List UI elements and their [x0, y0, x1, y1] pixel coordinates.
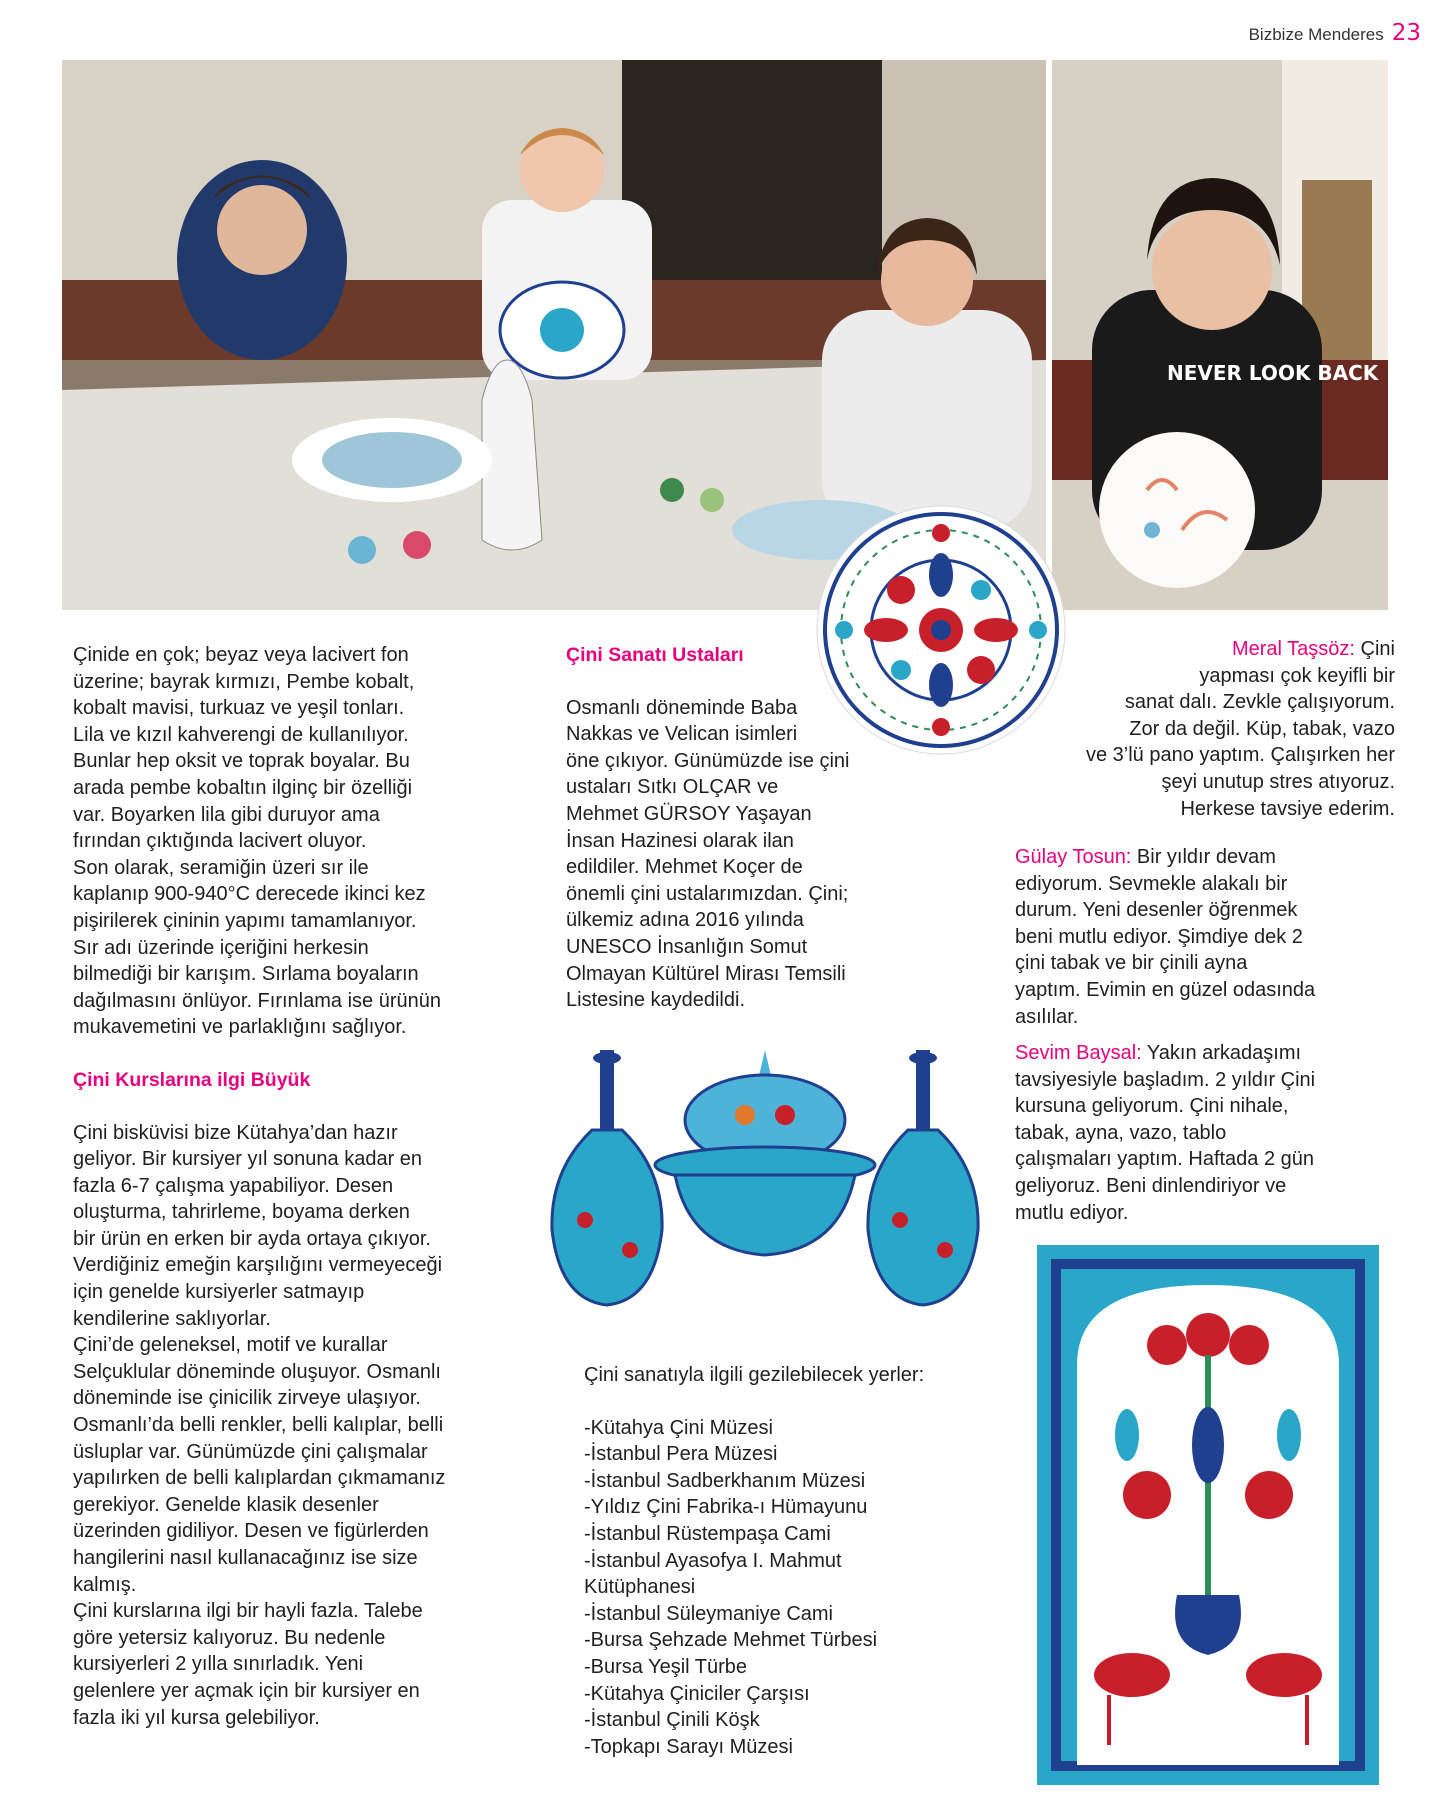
section-heading-masters: Çini Sanatı Ustaları: [566, 644, 744, 666]
text-line: fazla iki yıl kursa gelebiliyor.: [73, 1706, 320, 1729]
places-intro: Çini sanatıyla ilgili gezilebilecek yerler:: [584, 1364, 925, 1386]
text-line: fırından çıktığında lacivert oluyor.: [73, 830, 367, 853]
text-line: yaptım. Evimin en güzel odasında: [1015, 978, 1316, 1001]
list-item: -İstanbul Süleymaniye Cami: [584, 1602, 833, 1625]
text-line: Lila ve kızıl kahverengi de kullanılıyor.: [73, 723, 409, 746]
text-line: döneminde ise çinicilik zirveye ulaşıyor.: [73, 1387, 421, 1410]
list-item: -Bursa Yeşil Türbe: [584, 1655, 748, 1678]
text-line: şeyi unutup stres atıyoruz.: [1161, 770, 1395, 793]
text-line: Mehmet GÜRSOY Yaşayan: [566, 802, 812, 825]
text-line: gerekiyor. Genelde klasik desenler: [73, 1493, 379, 1516]
paragraph-courses: [73, 1120, 533, 1732]
quote-sevim: [1015, 1040, 1395, 1226]
text-line: ülkemiz adına 2016 yılında: [566, 909, 804, 932]
text-line: yapılırken de belli kalıplardan çıkmamanız: [73, 1467, 446, 1490]
text-line: Listesine kaydedildi.: [566, 989, 745, 1012]
list-item: -İstanbul Pera Müzesi: [584, 1443, 778, 1466]
text-line: Herkese tavsiye ederim.: [1180, 797, 1395, 820]
column-1: [73, 642, 533, 1731]
text-line: mukavemetini ve parlaklığını sağlıyor.: [73, 1016, 407, 1039]
quote-author: Gülay Tosun:: [1015, 846, 1132, 868]
text-line: Olmayan Kültürel Mirası Temsili: [566, 962, 846, 985]
text-line: üzerine; bayrak kırmızı, Pembe kobalt,: [73, 670, 415, 693]
text-line: Osmanlı’da belli renkler, belli kalıplar, belli: [73, 1414, 444, 1437]
text-line: Çini: [1354, 638, 1395, 660]
section-heading-courses: Çini Kurslarına ilgi Büyük: [73, 1068, 311, 1091]
text-line: İnsan Hazinesi olarak ilan: [566, 829, 794, 852]
text-line: üzerinden gidiliyor. Desen ve figürlerden: [73, 1520, 429, 1543]
text-line: mutlu ediyor.: [1015, 1201, 1129, 1224]
text-line: edildiler. Mehmet Koçer de: [566, 856, 803, 879]
column-2: [566, 642, 866, 1014]
text-line: ustaları Sıtkı OLÇAR ve: [566, 776, 779, 799]
list-item: -Topkapı Sarayı Müzesi: [584, 1735, 793, 1758]
text-line: kursuna geliyorum. Çini nihale,: [1015, 1095, 1289, 1118]
text-line: hangilerini nasıl kullanacağınız ise size: [73, 1547, 418, 1569]
list-item: -İstanbul Ayasofya I. Mahmut: [584, 1549, 842, 1572]
text-line: tabak, ayna, vazo, tablo: [1015, 1121, 1227, 1144]
text-line: çalışmaları yaptım. Haftada 2 gün: [1015, 1148, 1315, 1171]
text-line: Bir yıldır devam: [1131, 846, 1276, 868]
quote-author: Sevim Baysal:: [1015, 1042, 1142, 1064]
text-line: için genelde kursiyerler satmayıp: [73, 1281, 365, 1304]
text-line: var. Boyarken lila gibi duruyor ama: [73, 803, 380, 826]
text-line: kaplanıp 900-940°C derecede ikinci kez: [73, 883, 426, 906]
text-line: geliyor. Bir kursiyer yıl sonuna kadar en: [73, 1148, 423, 1171]
text-line: Selçuklular döneminde oluşuyor. Osmanlı: [73, 1360, 441, 1383]
quote-gulay: [1015, 844, 1395, 1030]
quote-author: Meral Taşsöz:: [1231, 638, 1355, 660]
text-line: Çini kurslarına ilgi bir hayli fazla. Talebe: [73, 1600, 423, 1623]
text-line: Çini bisküvisi bize Kütahya’dan hazır: [73, 1121, 398, 1144]
tile-panel-photo: [1037, 1245, 1379, 1785]
text-line: Osmanlı döneminde Baba: [566, 696, 798, 719]
text-line: dağılmasını önlüyor. Fırınlama ise ürünün: [73, 989, 441, 1012]
text-line: çini tabak ve bir çinili ayna: [1015, 952, 1248, 975]
text-line: Sır adı üzerinde içeriğini herkesin: [73, 936, 369, 959]
text-line: fazla 6-7 çalışma yapabiliyor. Desen: [73, 1174, 394, 1197]
page-number: 23: [1391, 20, 1421, 46]
text-line: Çinide en çok; beyaz veya lacivert fon: [73, 644, 409, 666]
text-line: gelenlere yer açmak için bir kursiyer en: [73, 1679, 420, 1702]
list-item: -Yıldız Çini Fabrika-ı Hümayunu: [584, 1496, 868, 1519]
list-item: Kütüphanesi: [584, 1576, 696, 1599]
text-line: sanat dalı. Zevkle çalışıyorum.: [1124, 691, 1395, 714]
magazine-name: Bizbize Menderes: [1248, 25, 1384, 44]
text-line: pişirilerek çininin yapımı tamamlanıyor.: [73, 909, 417, 932]
text-line: yapması çok keyifli bir: [1199, 664, 1395, 687]
list-item: -İstanbul Rüstempaşa Cami: [584, 1522, 831, 1545]
text-line: ediyorum. Sevmekle alakalı bir: [1015, 872, 1288, 895]
text-line: asılılar.: [1015, 1005, 1079, 1028]
vases-and-bowl-photo: [540, 1050, 990, 1315]
page-header: [1249, 20, 1421, 46]
text-line: Nakkas ve Velican isimleri: [566, 723, 798, 746]
places-to-visit: [584, 1362, 1004, 1760]
paragraph-masters: [566, 695, 866, 1014]
list-item: -Kütahya Çini Müzesi: [584, 1416, 773, 1439]
text-line: tavsiyesiyle başladım. 2 yıldır Çini: [1015, 1068, 1316, 1091]
tshirt-text: NEVER LOOK BACK: [1167, 361, 1379, 385]
text-line: Verdiğiniz emeğin karşılığını vermeyeceği: [73, 1254, 443, 1277]
text-line: bir ürün en erken bir ayda ortaya çıkıyor.: [73, 1227, 431, 1250]
text-line: beni mutlu ediyor. Şimdiye dek 2: [1015, 925, 1303, 948]
quote-meral: [1015, 636, 1395, 822]
text-line: kalmış.: [73, 1573, 137, 1596]
list-item: -İstanbul Sadberkhanım Müzesi: [584, 1469, 866, 1492]
list-item: -İstanbul Çinili Köşk: [584, 1709, 760, 1732]
text-line: bilmediği bir karışım. Sırlama boyaların: [73, 963, 419, 986]
text-line: Yakın arkadaşımı: [1141, 1042, 1302, 1064]
text-line: durum. Yeni desenler öğrenmek: [1015, 899, 1298, 922]
text-line: kendilerine saklıyorlar.: [73, 1307, 271, 1330]
text-line: Bunlar hep oksit ve toprak boyalar. Bu: [73, 750, 410, 773]
text-line: geliyoruz. Beni dinlendiriyor ve: [1015, 1174, 1287, 1197]
text-line: kursiyerleri 2 yılla sınırladık. Yeni: [73, 1653, 364, 1676]
student-vase-photo: [1052, 60, 1388, 610]
text-line: kobalt mavisi, turkuaz ve yeşil tonları.: [73, 697, 405, 720]
text-line: oluşturma, tahrirleme, boyama derken: [73, 1201, 410, 1224]
text-line: göre yetersiz kalıyoruz. Bu nedenle: [73, 1626, 386, 1649]
text-line: Zor da değil. Küp, tabak, vazo: [1129, 717, 1395, 740]
text-line: UNESCO İnsanlığın Somut: [566, 935, 808, 958]
text-line: Çini’de geleneksel, motif ve kurallar: [73, 1334, 388, 1357]
text-line: üsluplar var. Günümüzde çini çalışmalar: [73, 1440, 428, 1463]
text-line: öne çıkıyor. Günümüzde ise çini: [566, 749, 850, 772]
text-line: önemli çini ustalarımızdan. Çini;: [566, 882, 849, 905]
text-line: ve 3’lü pano yaptım. Çalışırken her: [1085, 744, 1395, 767]
text-line: Son olarak, seramiğin üzeri sır ile: [73, 856, 369, 879]
paragraph-glazes: [73, 642, 533, 1041]
list-item: -Bursa Şehzade Mehmet Türbesi: [584, 1629, 878, 1652]
text-line: arada pembe kobaltın ilginç bir özelliği: [73, 776, 413, 799]
list-item: -Kütahya Çiniciler Çarşısı: [584, 1682, 810, 1705]
